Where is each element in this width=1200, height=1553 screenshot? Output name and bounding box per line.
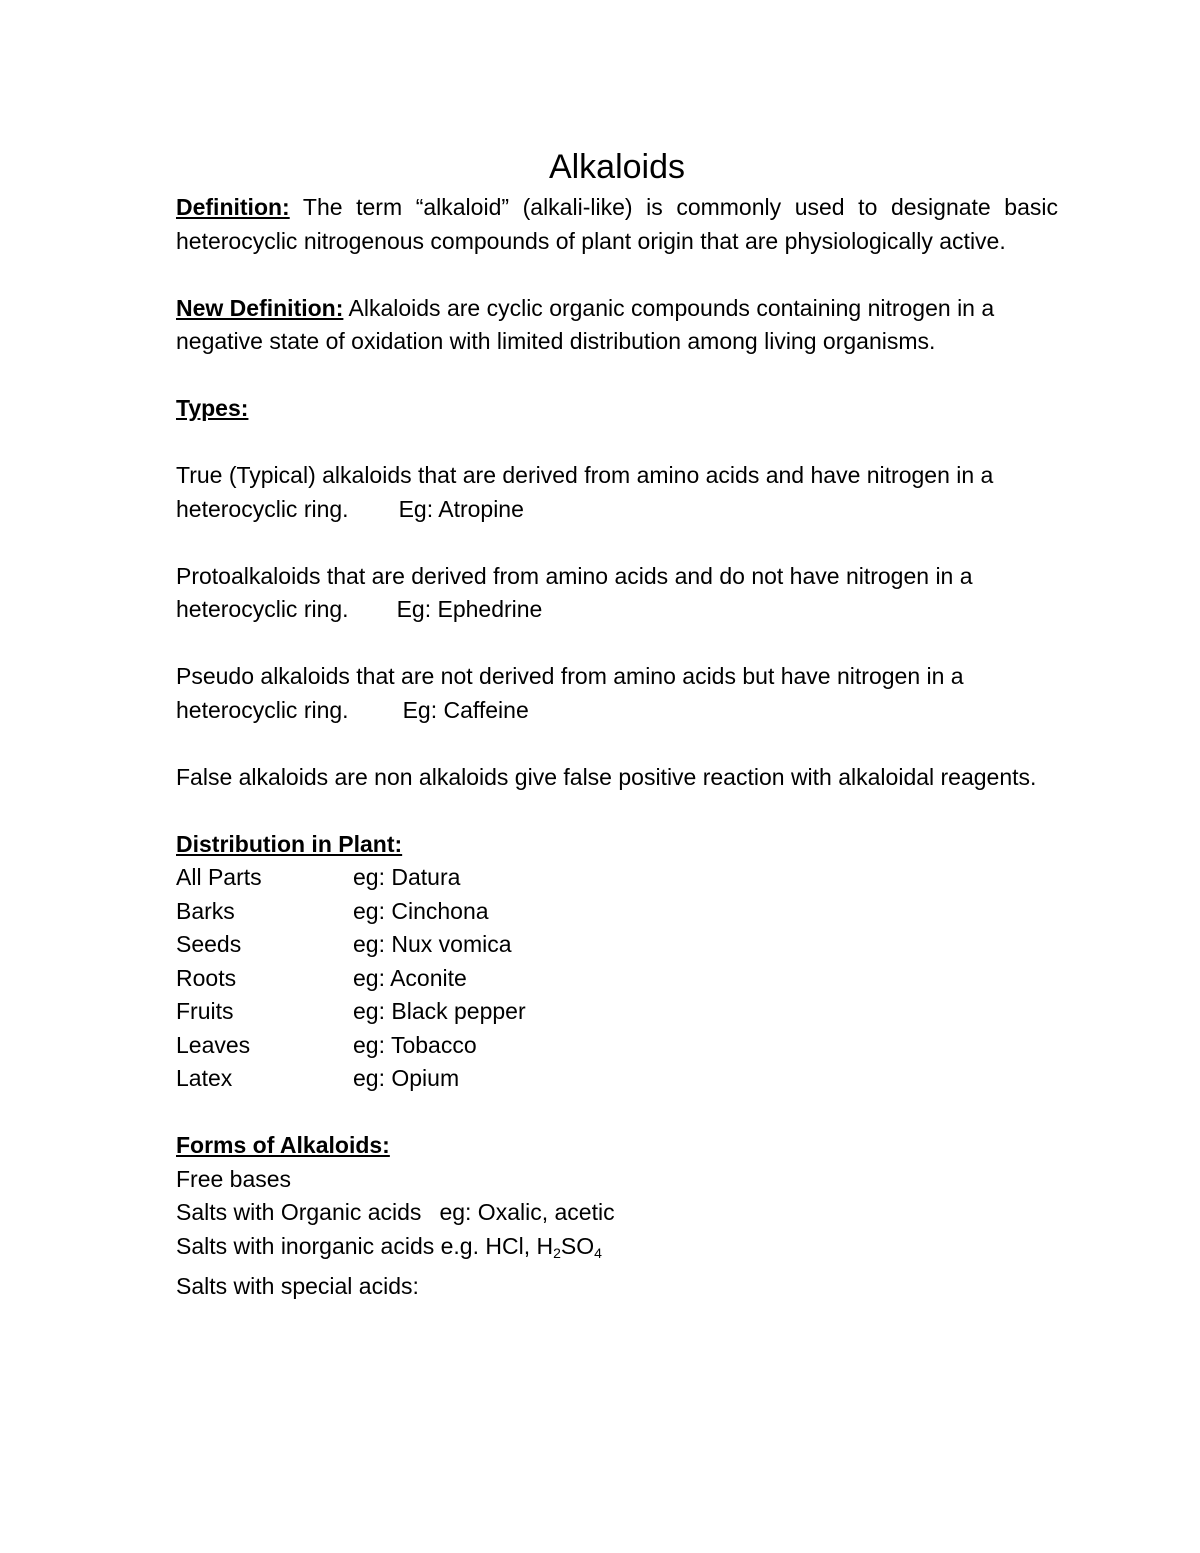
distribution-part: Latex	[176, 1065, 233, 1091]
distribution-part: Roots	[176, 964, 237, 991]
definition-paragraph	[176, 191, 1058, 258]
subscript-4: 4	[594, 1244, 602, 1261]
distribution-row	[176, 962, 1058, 996]
distribution-row	[176, 1029, 1058, 1063]
definition-text: The term “alkaloid” (alkali-like) is commonly used to designate basic heterocyclic nitrogenous compounds of plant origin that are physiologically active.	[176, 194, 1058, 254]
definition-label: Definition:	[176, 194, 290, 220]
distribution-heading	[176, 828, 1058, 862]
type-pseudo-text: Pseudo alkaloids that are not derived from amino acids but have nitrogen in a heterocyclic ring.	[176, 663, 964, 723]
type-true-example: Eg: Atropine	[398, 495, 524, 522]
new-definition-text: Alkaloids are cyclic organic compounds containing nitrogen in a negative state of oxidation with limited distribution among living organisms.	[176, 294, 995, 354]
type-true-alkaloids	[176, 459, 1058, 526]
distribution-row	[176, 895, 1058, 929]
distribution-example: eg: Nux vomica	[353, 931, 512, 957]
distribution-example: eg: Tobacco	[353, 1031, 477, 1058]
forms-heading	[176, 1129, 1058, 1163]
document-title: Alkaloids	[548, 148, 686, 186]
forms-inorganic-salts	[176, 1230, 1058, 1271]
forms-heading-text: Forms of Alkaloids:	[176, 1132, 390, 1158]
forms-special-salts: Salts with special acids:	[176, 1273, 419, 1299]
distribution-example: eg: Cinchona	[353, 897, 489, 924]
distribution-example: eg: Black pepper	[353, 998, 526, 1024]
new-definition-label: New Definition:	[176, 294, 344, 321]
distribution-list	[176, 861, 1058, 1096]
distribution-example: eg: Datura	[353, 864, 461, 890]
distribution-part: Fruits	[176, 998, 234, 1024]
distribution-part: Leaves	[176, 1031, 251, 1058]
false-alkaloids-paragraph: False alkaloids are non alkaloids give false positive reaction with alkaloidal reagents.	[176, 763, 1037, 790]
forms-inorganic-mid: SO	[560, 1232, 595, 1259]
distribution-row	[176, 928, 1058, 962]
type-pseudo-example: Eg: Caffeine	[402, 696, 529, 723]
forms-organic-text: Salts with Organic acids	[176, 1199, 422, 1225]
distribution-example: eg: Aconite	[353, 964, 467, 991]
forms-organic-example: eg: Oxalic, acetic	[439, 1199, 615, 1225]
type-pseudo-alkaloids	[176, 660, 1058, 727]
type-protoalkaloids	[176, 560, 1058, 627]
distribution-part: Seeds	[176, 931, 242, 957]
distribution-row	[176, 861, 1058, 895]
forms-inorganic-text: Salts with inorganic acids e.g. HCl, H	[176, 1232, 554, 1259]
distribution-example: eg: Opium	[353, 1065, 460, 1091]
type-proto-text: Protoalkaloids that are derived from amino acids and do not have nitrogen in a heterocyclic ring.	[176, 562, 973, 622]
subscript-2: 2	[553, 1244, 561, 1261]
distribution-row	[176, 1062, 1058, 1096]
new-definition-paragraph	[176, 292, 1058, 359]
type-proto-example: Eg: Ephedrine	[396, 596, 543, 622]
distribution-part: Barks	[176, 897, 235, 924]
distribution-part: All Parts	[176, 864, 262, 890]
type-true-text: True (Typical) alkaloids that are derived from amino acids and have nitrogen in a heterocyclic ring.	[176, 462, 994, 522]
distribution-heading-text: Distribution in Plant:	[176, 830, 403, 857]
forms-free-bases: Free bases	[176, 1165, 292, 1192]
document-page	[176, 145, 1058, 1304]
types-heading	[176, 392, 1058, 426]
distribution-row	[176, 995, 1058, 1029]
types-heading-text: Types:	[176, 395, 249, 421]
forms-organic-salts	[176, 1196, 1058, 1230]
